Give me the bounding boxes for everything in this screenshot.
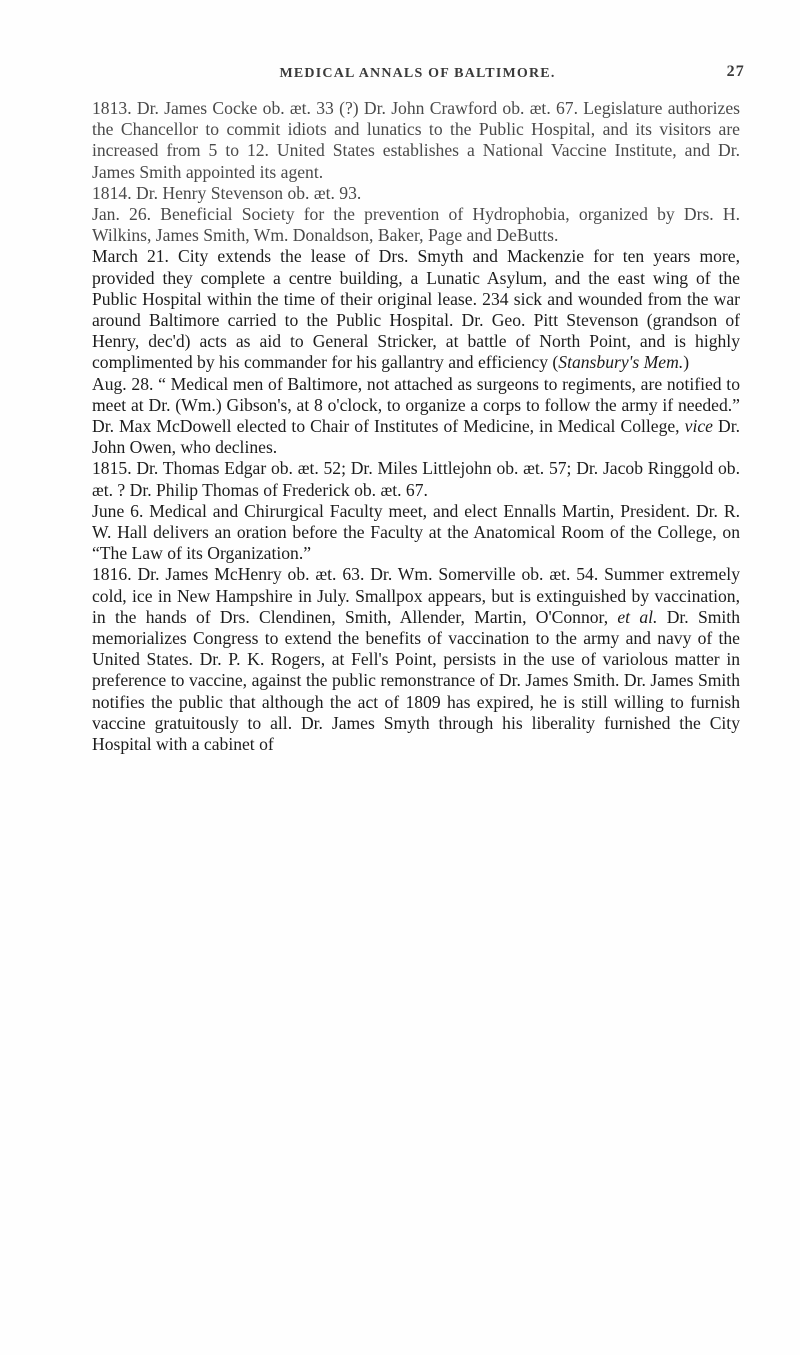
paragraph-jan-26 [92, 204, 740, 246]
paragraph-text-tail: Dr. John Owen, who declines. [92, 416, 741, 458]
citation-close: ) [683, 352, 690, 373]
paragraph-text: June 6. Medical and Chirurgical Faculty meet, and elect Ennalls Martin, President. Dr. R. W. Hall delivers an oration before the Faculty at the Anatomical Room of the College, on “The Law of its Organization.” [92, 500, 740, 564]
paragraph-text: Jan. 26. Beneficial Society for the prevention of Hydrophobia, organized by Drs. H. Wilkins, James Smith, Wm. Donaldson, Baker, Page and DeButts. [92, 204, 740, 246]
paragraph-text: 1814. Dr. Henry Stevenson ob. æt. 93. [92, 182, 362, 203]
paragraph-march-21 [92, 246, 740, 373]
citation-italic: Stansbury's Mem. [558, 352, 684, 373]
paragraph-aug-28 [92, 374, 740, 459]
paragraph-june-6 [92, 501, 740, 565]
page-number: 27 [726, 63, 745, 80]
running-title: MEDICAL ANNALS OF BALTIMORE. [279, 66, 556, 81]
paragraph-1814 [92, 183, 740, 204]
paragraph-text: 1815. Dr. Thomas Edgar ob. æt. 52; Dr. Miles Littlejohn ob. æt. 57; Dr. Jacob Ringgold ob. æt. ? Dr. Philip Thomas of Frederick ob. æt. 67. [92, 458, 740, 500]
paragraph-text: Aug. 28. “ Medical men of Baltimore, not attached as surgeons to regiments, are notified to meet at Dr. (Wm.) Gibson's, at 8 o'clock, to organize a corps to follow the army if needed.” Dr. Max McDowell elected to Chair of Institutes of Medicine, in Medical College, [92, 373, 740, 437]
paragraph-text-continued: Smith memorializes Congress to extend the benefits of vaccination to the army and navy of the United States. Dr. P. K. Rogers, at Fell's Point, persists in the use of variolous matter in preference to vaccine, against the public remonstrance of Dr. James Smith. Dr. James Smith notifies the public that although the act of 1809 has expired, he is still willing to furnish vaccine gratuitously to all. Dr. James Smyth through his liberality furnished the City Hospital with a cabinet of [92, 606, 740, 755]
et-al-italic: et al. [617, 606, 658, 627]
vice-italic: vice [684, 416, 713, 437]
paragraph-1813 [92, 98, 740, 183]
paragraph-text-tail: Dr. [666, 606, 689, 627]
paragraph-1815 [92, 458, 740, 500]
paragraph-text: 1816. Dr. James McHenry ob. æt. 63. Dr. Wm. Somerville ob. æt. 54. Summer extremely cold, ice in New Hampshire in July. Smallpox appears, but is extinguished by vaccination, in the hands of Drs. Clendinen, Smith, Allender, Martin, O'Connor, [92, 564, 740, 627]
body-text [92, 98, 740, 755]
paragraph-1816 [92, 564, 740, 755]
paragraph-text: March 21. City extends the lease of Drs. Smyth and Mackenzie for ten years more, provided they complete a centre building, a Lunatic Asylum, and the east wing of the Public Hospital within the time of their original lease. 234 sick and wounded from the war around Baltimore carried to the Public Hospital. Dr. Geo. Pitt Stevenson (grandson of Henry, dec'd) acts as aid to General Stricker, at battle of North Point, and is highly complimented by his commander for his gallantry and efficiency ( [92, 246, 740, 373]
paragraph-text: 1813. Dr. James Cocke ob. æt. 33 (?) Dr. John Crawford ob. æt. 67. Legislature authorizes the Chancellor to commit idiots and lunatics to the Public Hospital, and its visitors are increased from 5 to 12. United States establishes a National Vaccine Institute, and Dr. James Smith appointed its agent. [92, 98, 740, 182]
